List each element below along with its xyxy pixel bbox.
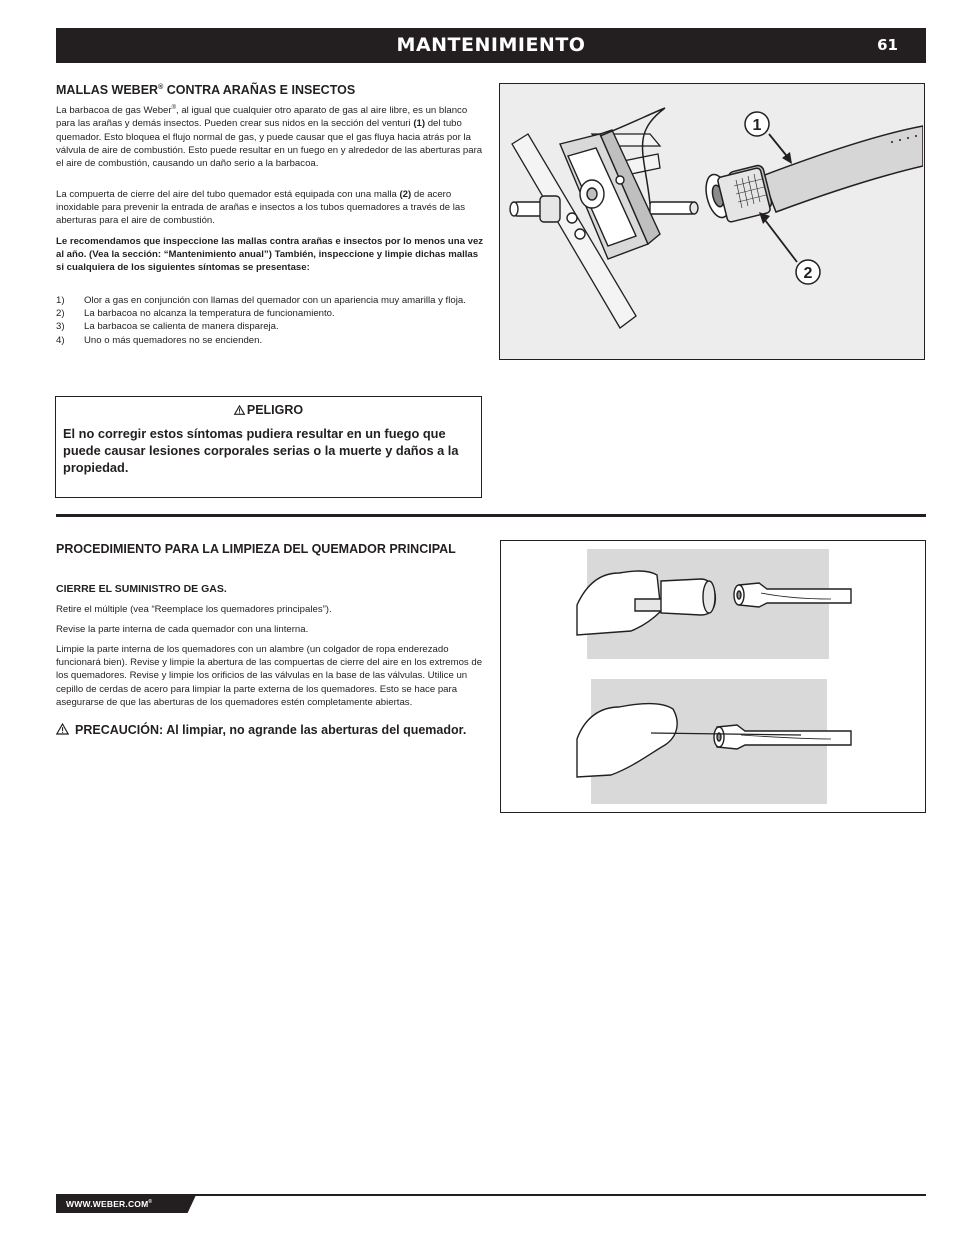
paragraph-screen-description: La compuerta de cierre del aire del tubo quemador está equipada con una malla (2) de acero inoxidable para prevenir la entrada de arañas e insectos a los tubos quemadores a través de las aberturas para el aire de combustión. xyxy=(56,189,466,227)
list-item: 3) La barbacoa se calienta de manera dispareja. xyxy=(56,321,279,333)
cleaning-illustration xyxy=(501,541,924,811)
danger-text: El no corregir estos síntomas pudiera resultar en un fuego que puede causar lesiones corporales serias o la muerte y daños a la propiedad. xyxy=(63,426,459,475)
danger-heading: PELIGRO xyxy=(56,403,481,417)
paragraph-inspection-recommendation: Le recomendamos que inspeccione las mallas contra arañas e insectos por lo menos una vez al año. (Vea la sección: “Mantenimiento anual”) También, inspeccione y limpie dichas mallas si cualquiera de los siguientes síntomas se presentase: xyxy=(56,236,484,274)
list-item: 1) Olor a gas en conjunción con llamas del quemador con un apariencia muy amarilla y floja. xyxy=(56,295,466,306)
subtitle-shut-off-gas: CIERRE EL SUMINISTRO DE GAS. xyxy=(56,583,227,595)
caution-note: PRECAUCIÓN: Al limpiar, no agrande las aberturas del quemador. xyxy=(56,722,486,739)
header-bar xyxy=(56,28,926,63)
paragraph-remove-manifold: Retire el múltiple (vea “Reemplace los quemadores principales”). xyxy=(56,604,332,615)
paragraph-check-flashlight: Revise la parte interna de cada quemador con una linterna. xyxy=(56,624,309,635)
callout-1: 1 xyxy=(752,117,762,134)
page-title: MANTENIMIENTO xyxy=(396,34,586,56)
section-divider xyxy=(56,514,926,517)
symptoms-list xyxy=(56,294,484,347)
list-item: 2) La barbacoa no alcanza la temperatura de funcionamiento. xyxy=(56,308,335,320)
burner-illustration xyxy=(500,84,923,358)
danger-box xyxy=(55,396,482,498)
figure-burner-spider-screen xyxy=(499,83,925,360)
callout-2: 2 xyxy=(803,265,813,282)
paragraph-spiders-intro: La barbacoa de gas Weber®, al igual que cualquier otro aparato de gas al aire libre, es un blanco para las arañas y demás insectos. Pueden crear sus nidos en la sección del venturi (1) del tubo quemador. Esto bloquea el flujo normal de gas, y puede causar que el gas fluya hacia atrás por la válvula de aire de combustión. Esto puede resultar en un fuego en y alrededor de las aberturas para el aire de combustión, causando un daño serio a la barbacoa. xyxy=(56,105,483,169)
paragraph-clean-burners: Limpie la parte interna de los quemadores con un alambre (un colgador de ropa enderezado funcionará bien). Revise y limpie la abertura de las compuertas de cierre del aire en los extremos de los quemadores. Revise y limpie los orificios de las válvulas en la base de las válvulas. Utilice un cepillo de cerdas de acero para limpiar la parte externa de los quemadores. Esto se hace para asegurarse de que las aberturas de los quemadores estén completamente abiertas. xyxy=(56,644,483,708)
section-title-spider-screens: MALLAS WEBER® CONTRA ARAÑAS E INSECTOS xyxy=(56,83,356,98)
warning-triangle-icon xyxy=(56,723,69,735)
page-number: 61 xyxy=(877,36,898,54)
warning-triangle-icon xyxy=(234,405,245,415)
section-title-burner-cleaning: PROCEDIMIENTO PARA LA LIMPIEZA DEL QUEMADOR PRINCIPAL xyxy=(56,542,456,556)
figure-burner-cleaning xyxy=(500,540,926,813)
footer-url[interactable]: WWW.WEBER.COM® xyxy=(66,1199,153,1209)
list-item: 4) Uno o más quemadores no se encienden. xyxy=(56,334,263,346)
